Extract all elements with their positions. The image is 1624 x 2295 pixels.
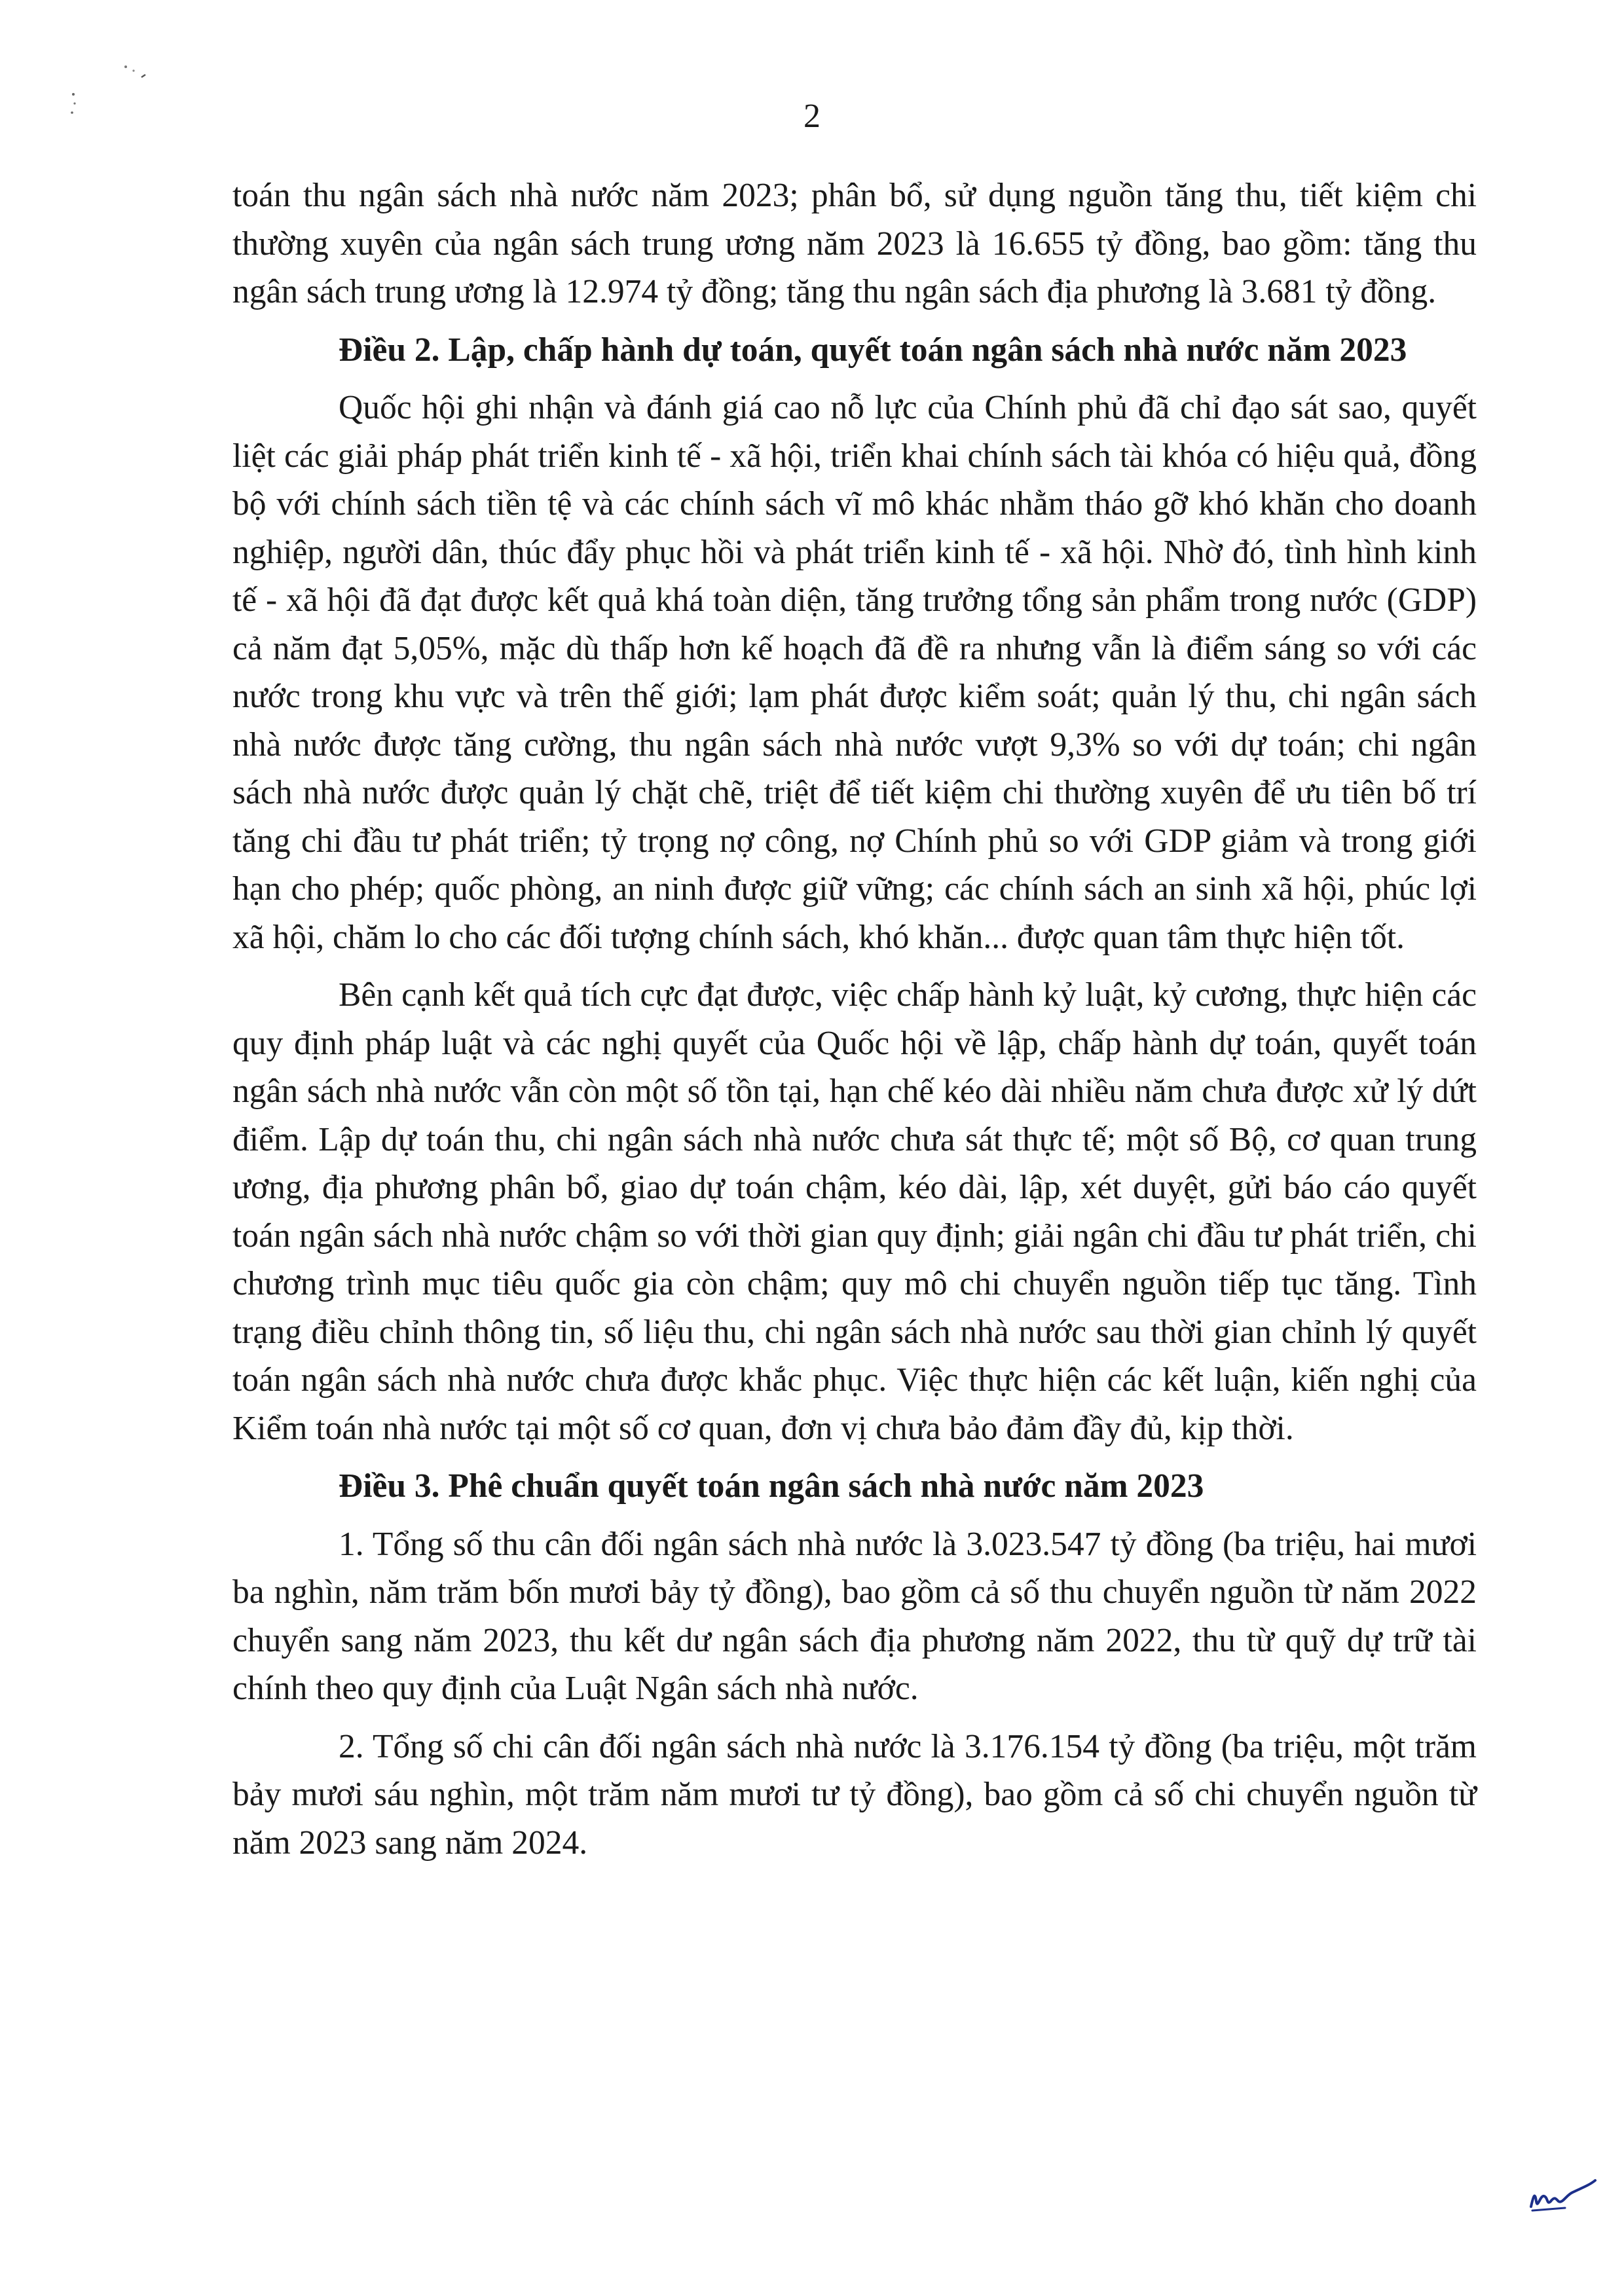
article-3-item-2: 2. Tổng số chi cân đối ngân sách nhà nước là 3.176.154 tỷ đồng (ba triệu, một trăm bảy mươi sáu nghìn, một trăm năm mươi tư tỷ đồng), bao gồm cả số chi chuyển nguồn từ năm 2023 sang năm 2024. [232, 1727, 1477, 1862]
page-number: 2 [803, 98, 821, 135]
article-3-item-1: 1. Tổng số thu cân đối ngân sách nhà nước là 3.023.547 tỷ đồng (ba triệu, hai mươi ba nghìn, năm trăm bốn mươi bảy tỷ đồng), bao gồm cả số thu chuyển nguồn từ năm 2022 chuyển sang năm 2023, thu kết dư ngân sách địa phương năm 2022, thu từ quỹ dự trữ tài chính theo quy định của Luật Ngân sách nhà nước. [232, 1525, 1477, 1707]
document-body [232, 172, 1477, 1877]
article-3-heading: Điều 3. Phê chuẩn quyết toán ngân sách nhà nước năm 2023 [339, 1467, 1204, 1505]
article-2-heading: Điều 2. Lập, chấp hành dự toán, quyết toán ngân sách nhà nước năm 2023 [339, 331, 1407, 369]
article-2-paragraph-2: Bên cạnh kết quả tích cực đạt được, việc chấp hành kỷ luật, kỷ cương, thực hiện các quy định pháp luật và các nghị quyết của Quốc hội về lập, chấp hành dự toán, quyết toán ngân sách nhà nước vẫn còn một số tồn tại, hạn chế kéo dài nhiều năm chưa được xử lý dứt điểm. Lập dự toán thu, chi ngân sách nhà nước chưa sát thực tế; một số Bộ, cơ quan trung ương, địa phương phân bổ, giao dự toán chậm, kéo dài, lập, xét duyệt, gửi báo cáo quyết toán ngân sách nhà nước chậm so với thời gian quy định; giải ngân chi đầu tư phát triển, chi chương trình mục tiêu quốc gia còn chậm; quy mô chi chuyển nguồn tiếp tục tăng. Tình trạng điều chỉnh thông tin, số liệu thu, chi ngân sách nhà nước sau thời gian chỉnh lý quyết toán ngân sách nhà nước chưa được khắc phục. Việc thực hiện các kết luận, kiến nghị của Kiểm toán nhà nước tại một số cơ quan, đơn vị chưa bảo đảm đầy đủ, kịp thời. [232, 976, 1477, 1447]
initials-mark [1526, 2175, 1598, 2214]
article-2-paragraph-1: Quốc hội ghi nhận và đánh giá cao nỗ lực của Chính phủ đã chỉ đạo sát sao, quyết liệt các giải pháp phát triển kinh tế - xã hội, triển khai chính sách tài khóa có hiệu quả, đồng bộ với chính sách tiền tệ và các chính sách vĩ mô khác nhằm tháo gỡ khó khăn cho doanh nghiệp, người dân, thúc đẩy phục hồi và phát triển kinh tế - xã hội. Nhờ đó, tình hình kinh tế - xã hội đã đạt được kết quả khá toàn diện, tăng trưởng tổng sản phẩm trong nước (GDP) cả năm đạt 5,05%, mặc dù thấp hơn kế hoạch đã đề ra nhưng vẫn là điểm sáng so với các nước trong khu vực và trên thế giới; lạm phát được kiểm soát; quản lý thu, chi ngân sách nhà nước được tăng cường, thu ngân sách nhà nước vượt 9,3% so với dự toán; chi ngân sách nhà nước được quản lý chặt chẽ, triệt để tiết kiệm chi thường xuyên để ưu tiên bố trí tăng chi đầu tư phát triển; tỷ trọng nợ công, nợ Chính phủ so với GDP giảm và trong giới hạn cho phép; quốc phòng, an ninh được giữ vững; các chính sách an sinh xã hội, phúc lợi xã hội, chăm lo cho các đối tượng chính sách, khó khăn... được quan tâm thực hiện tốt. [232, 389, 1477, 956]
paragraph-continuation: toán thu ngân sách nhà nước năm 2023; phân bổ, sử dụng nguồn tăng thu, tiết kiệm chi thường xuyên của ngân sách trung ương năm 2023 là 16.655 tỷ đồng, bao gồm: tăng thu ngân sách trung ương là 12.974 tỷ đồng; tăng thu ngân sách địa phương là 3.681 tỷ đồng. [232, 177, 1477, 310]
